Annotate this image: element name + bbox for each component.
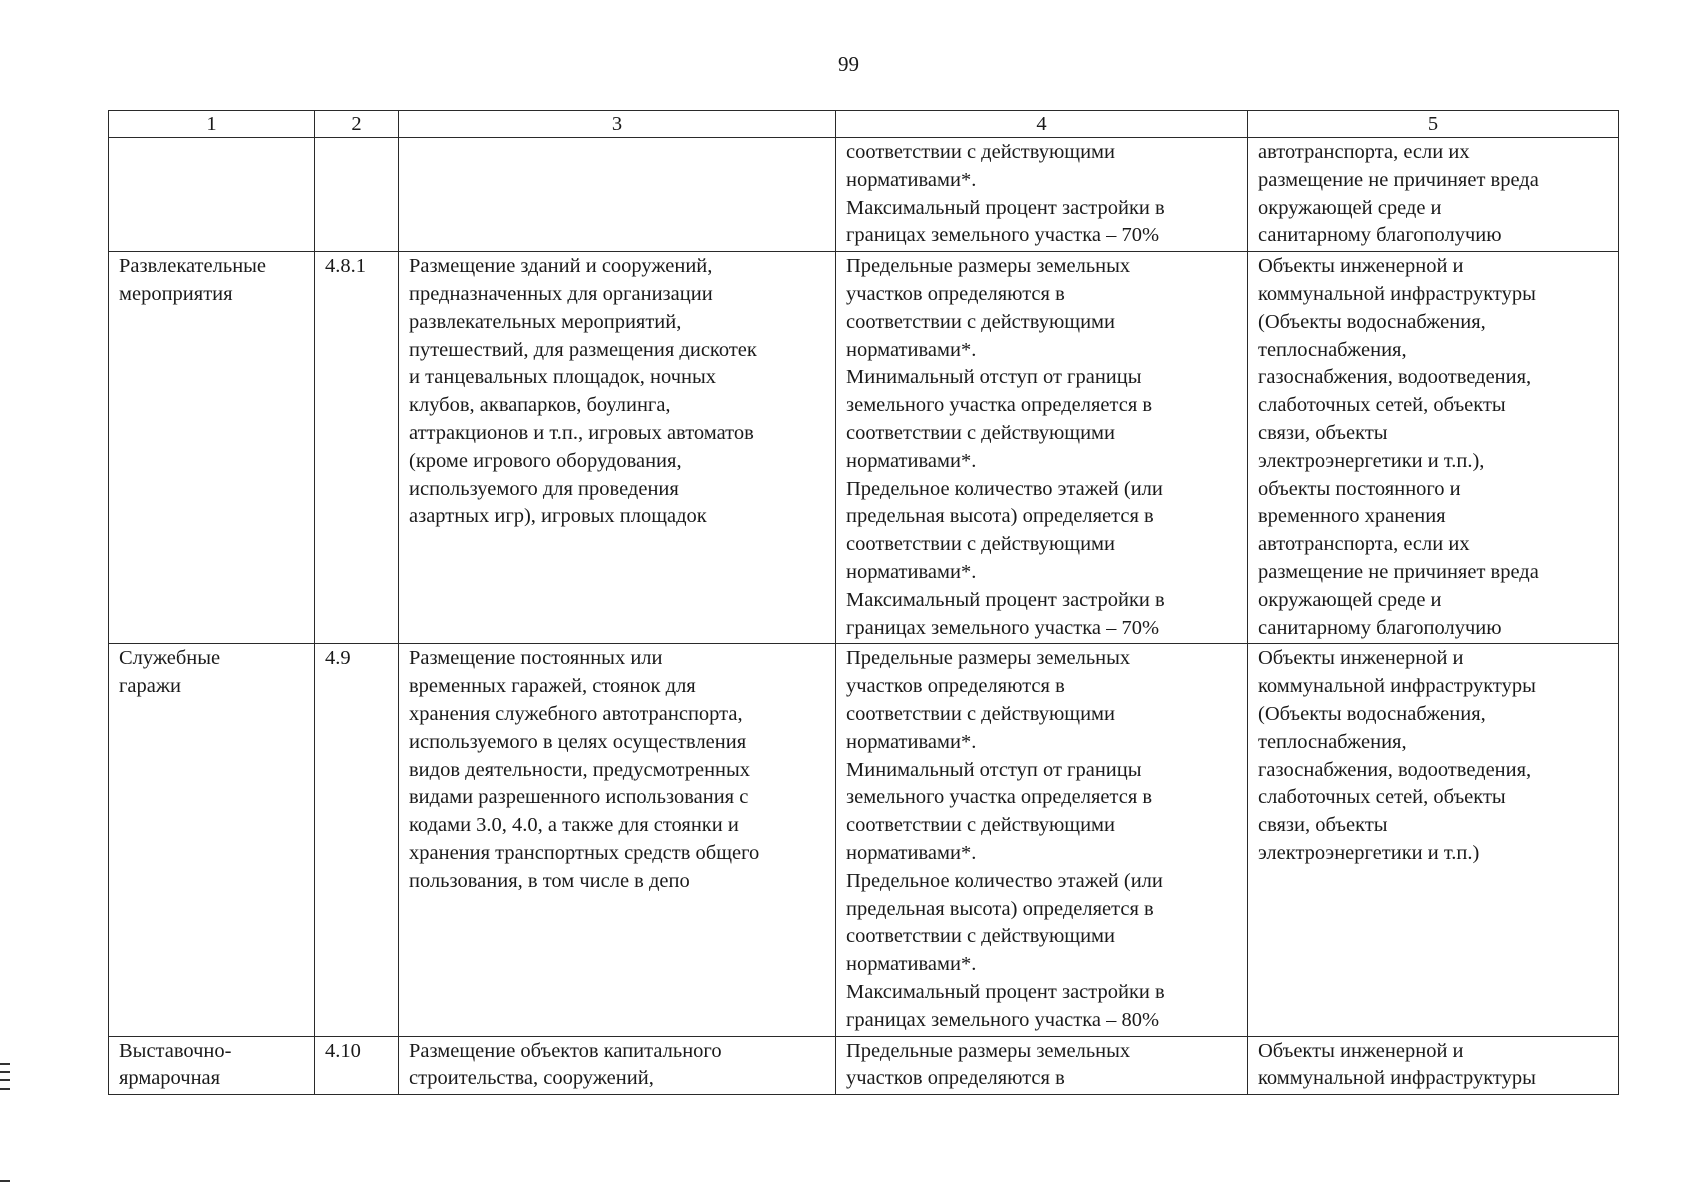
- cell-text-line: земельного участка определяется в: [846, 394, 1153, 417]
- margin-mark: [0, 1079, 10, 1081]
- cell-text-line: соответствии с действующими: [846, 310, 1115, 333]
- cell-text-line: Предельное количество этажей (или: [846, 477, 1163, 500]
- cell-text-line: используемого для проведения: [409, 477, 679, 500]
- cell-name: [109, 644, 315, 1036]
- cell-text-line: земельного участка определяется в: [846, 786, 1153, 809]
- cell-text-line: хранения служебного автотранспорта,: [409, 702, 743, 725]
- cell-text-line: автотранспорта, если их: [1258, 141, 1470, 163]
- cell-text-line: связи, объекты: [1258, 421, 1388, 444]
- cell-text-line: (Объекты водоснабжения,: [1258, 702, 1486, 725]
- table-row: [109, 644, 1619, 1036]
- cell-auxiliary: [1248, 138, 1619, 252]
- cell-text-line: видов деятельности, предусмотренных: [409, 758, 751, 781]
- cell-text-line: Предельные размеры земельных: [846, 255, 1131, 278]
- margin-mark: [0, 1088, 10, 1090]
- cell-name: [109, 138, 315, 252]
- cell-text-line: гаражи: [119, 675, 181, 698]
- cell-text-line: предельная высота) определяется в: [846, 897, 1154, 920]
- cell-text-line: соответствии с действующими: [846, 533, 1115, 556]
- margin-mark: [0, 1063, 10, 1065]
- cell-auxiliary: [1248, 252, 1619, 644]
- cell-text-line: Служебные: [119, 647, 221, 670]
- cell-parameters: [836, 138, 1248, 252]
- cell-text-line: газоснабжения, водоотведения,: [1258, 758, 1532, 781]
- table-row: [109, 252, 1619, 644]
- table-row: [109, 1036, 1619, 1095]
- page-number: 99: [838, 52, 859, 76]
- cell-description: [399, 1036, 836, 1095]
- cell-text-line: видами разрешенного использования с: [409, 786, 749, 809]
- table-row: [109, 138, 1619, 252]
- cell-text-line: границах земельного участка – 80%: [846, 1008, 1160, 1031]
- column-header: 3: [399, 111, 836, 138]
- cell-text-line: (кроме игрового оборудования,: [409, 449, 682, 472]
- cell-text-line: Максимальный процент застройки в: [846, 588, 1165, 611]
- cell-text-line: участков определяются в: [846, 282, 1065, 305]
- cell-code: [315, 138, 399, 252]
- cell-auxiliary: [1248, 1036, 1619, 1095]
- cell-text-line: 4.9: [325, 647, 351, 670]
- cell-text-line: Максимальный процент застройки в: [846, 196, 1165, 219]
- cell-text-line: строительства, сооружений,: [409, 1067, 654, 1090]
- cell-text-line: нормативами*.: [846, 841, 977, 864]
- cell-text-line: окружающей среде и: [1258, 588, 1442, 611]
- cell-text-line: Предельные размеры земельных: [846, 647, 1131, 670]
- cell-text-line: объекты постоянного и: [1258, 477, 1461, 500]
- cell-text-line: автотранспорта, если их: [1258, 533, 1470, 556]
- cell-text-line: коммунальной инфраструктуры: [1258, 675, 1536, 698]
- cell-text-line: Минимальный отступ от границы: [846, 366, 1142, 389]
- cell-text-line: Размещение зданий и сооружений,: [409, 255, 713, 278]
- cell-text-line: Максимальный процент застройки в: [846, 980, 1165, 1003]
- cell-text-line: Предельное количество этажей (или: [846, 869, 1163, 892]
- cell-text-line: электроэнергетики и т.п.): [1258, 841, 1480, 864]
- cell-code: [315, 644, 399, 1036]
- column-header: 1: [109, 111, 315, 138]
- cell-text-line: слаботочных сетей, объекты: [1258, 786, 1506, 809]
- cell-text-line: Предельные размеры земельных: [846, 1039, 1131, 1062]
- cell-text-line: границах земельного участка – 70%: [846, 616, 1160, 639]
- cell-text-line: нормативами*.: [846, 560, 977, 583]
- cell-text-line: (Объекты водоснабжения,: [1258, 310, 1486, 333]
- cell-text-line: предназначенных для организации: [409, 282, 713, 305]
- cell-description: [399, 138, 836, 252]
- zoning-table: [108, 110, 1619, 1095]
- cell-text-line: размещение не причиняет вреда: [1258, 560, 1539, 583]
- cell-text-line: соответствии с действующими: [846, 141, 1115, 163]
- cell-text-line: 4.10: [325, 1039, 361, 1062]
- cell-text-line: Развлекательные: [119, 255, 267, 278]
- cell-text-line: временного хранения: [1258, 505, 1446, 528]
- cell-text-line: Размещение объектов капитального: [409, 1039, 722, 1062]
- cell-text-line: и танцевальных площадок, ночных: [409, 366, 717, 389]
- cell-text-line: теплоснабжения,: [1258, 338, 1407, 361]
- cell-text-line: электроэнергетики и т.п.),: [1258, 449, 1485, 472]
- cell-code: [315, 1036, 399, 1095]
- cell-text-line: коммунальной инфраструктуры: [1258, 1067, 1536, 1090]
- cell-text-line: развлекательных мероприятий,: [409, 310, 682, 333]
- cell-text-line: участков определяются в: [846, 675, 1065, 698]
- cell-parameters: [836, 1036, 1248, 1095]
- cell-text-line: ярмарочная: [119, 1067, 221, 1090]
- cell-text-line: Выставочно-: [119, 1039, 232, 1062]
- cell-text-line: теплоснабжения,: [1258, 730, 1407, 753]
- cell-text-line: слаботочных сетей, объекты: [1258, 394, 1506, 417]
- cell-text-line: Минимальный отступ от границы: [846, 758, 1142, 781]
- cell-text-line: границах земельного участка – 70%: [846, 224, 1160, 247]
- cell-text-line: соответствии с действующими: [846, 702, 1115, 725]
- cell-text-line: Объекты инженерной и: [1258, 647, 1464, 670]
- cell-parameters: [836, 644, 1248, 1036]
- cell-code: [315, 252, 399, 644]
- cell-text-line: путешествий, для размещения дискотек: [409, 338, 757, 361]
- cell-text-line: нормативами*.: [846, 449, 977, 472]
- cell-auxiliary: [1248, 644, 1619, 1036]
- cell-description: [399, 644, 836, 1036]
- cell-text-line: окружающей среде и: [1258, 196, 1442, 219]
- cell-text-line: нормативами*.: [846, 338, 977, 361]
- margin-mark: [0, 1071, 10, 1073]
- column-header: 2: [315, 111, 399, 138]
- cell-text-line: хранения транспортных средств общего: [409, 841, 760, 864]
- cell-text-line: санитарному благополучию: [1258, 224, 1502, 247]
- header-row: [109, 111, 1619, 138]
- cell-text-line: санитарному благополучию: [1258, 616, 1502, 639]
- cell-text-line: азартных игр), игровых площадок: [409, 505, 707, 528]
- cell-text-line: временных гаражей, стоянок для: [409, 675, 696, 698]
- cell-text-line: пользования, в том числе в депо: [409, 869, 690, 892]
- cell-text-line: соответствии с действующими: [846, 421, 1115, 444]
- cell-text-line: Размещение постоянных или: [409, 647, 663, 670]
- cell-text-line: соответствии с действующими: [846, 814, 1115, 837]
- margin-mark: [0, 1180, 10, 1182]
- cell-text-line: коммунальной инфраструктуры: [1258, 282, 1536, 305]
- cell-text-line: размещение не причиняет вреда: [1258, 168, 1539, 191]
- cell-text-line: газоснабжения, водоотведения,: [1258, 366, 1532, 389]
- cell-text-line: аттракционов и т.п., игровых автоматов: [409, 421, 754, 444]
- cell-text-line: Объекты инженерной и: [1258, 255, 1464, 278]
- cell-text-line: связи, объекты: [1258, 814, 1388, 837]
- cell-text-line: предельная высота) определяется в: [846, 505, 1154, 528]
- cell-text-line: нормативами*.: [846, 953, 977, 976]
- cell-text-line: Объекты инженерной и: [1258, 1039, 1464, 1062]
- cell-text-line: участков определяются в: [846, 1067, 1065, 1090]
- cell-text-line: 4.8.1: [325, 255, 366, 278]
- cell-text-line: кодами 3.0, 4.0, а также для стоянки и: [409, 814, 739, 837]
- cell-description: [399, 252, 836, 644]
- cell-text-line: соответствии с действующими: [846, 925, 1115, 948]
- cell-parameters: [836, 252, 1248, 644]
- cell-text-line: используемого в целях осуществления: [409, 730, 747, 753]
- cell-name: [109, 1036, 315, 1095]
- cell-text-line: клубов, аквапарков, боулинга,: [409, 394, 671, 417]
- cell-text-line: нормативами*.: [846, 168, 977, 191]
- column-header: 4: [836, 111, 1248, 138]
- column-header: 5: [1248, 111, 1619, 138]
- cell-text-line: нормативами*.: [846, 730, 977, 753]
- cell-name: [109, 252, 315, 644]
- cell-text-line: мероприятия: [119, 282, 233, 305]
